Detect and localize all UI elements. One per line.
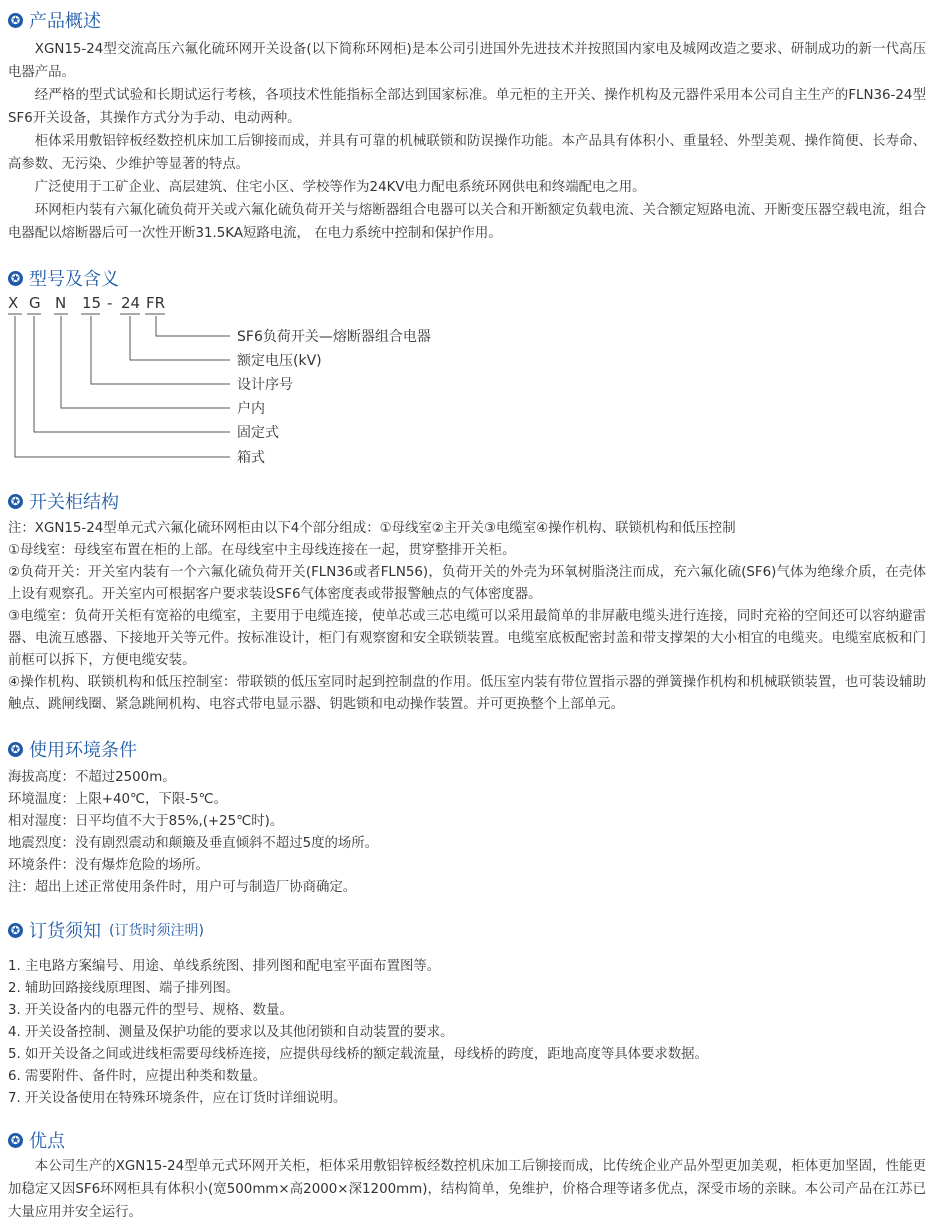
structure-line: ①母线室：母线室布置在柜的上部。在母线室中主母线连接在一起，贯穿整排开关柜。 [8,543,516,558]
star-icon: ✪ [8,494,23,509]
ordering-item: 7. 开关设备使用在特殊环境条件，应在订货时详细说明。 [8,1091,347,1106]
section-title-text: 型号及含义 [29,269,119,290]
section-title-text: 产品概述 [29,11,101,32]
environment-body [8,767,926,899]
section-title-text: 使用环境条件 [29,740,137,761]
ordering-list [8,956,926,1110]
structure-line: ③电缆室：负荷开关柜有宽裕的电缆室，主要用于电缆连接，使单芯或三芯电缆可以采用最简单的非屏蔽电缆头进行连接，同时充裕的空间还可以容纳避雷器、电流互感器、下接地开关等元件。按标准设计，柜门有观察窗和安全联锁装置。电缆室底板配密封盖和带支撑架的大小相宜的电缆夹。电缆室底板和门前框可以拆下，方便电缆安装。 [8,609,926,668]
section-title-text: 开关柜结构 [29,492,119,513]
environment-line: 注：超出上述正常使用条件时，用户可与制造厂协商确定。 [8,880,357,895]
environment-line: 地震烈度：没有剧烈震动和颠簸及垂直倾斜不超过5度的场所。 [8,836,379,851]
model-label: 设计序号 [237,377,293,393]
section-subtitle: (订货时须注明) [109,923,204,939]
ordering-item: 5. 如开关设备之间或进线柜需要母线桥连接，应提供母线桥的额定载流量，母线桥的跨度，距地高度等具体要求数据。 [8,1047,708,1062]
model-letter-n: N [55,294,67,312]
star-icon: ✪ [8,742,23,757]
environment-line: 海拔高度：不超过2500m。 [8,770,176,785]
ordering-item: 6. 需要附件、备件时，应提出种类和数量。 [8,1069,267,1084]
advantages-paragraph: 本公司生产的XGN15-24型单元式环网开关柜，柜体采用敷铝锌板经数控机床加工后铆接而成，比传统企业产品外型更加美观，柜体更加坚固，性能更加稳定又因SF6环网柜具有体积小(宽500mm×高2000×深1200mm)，结构简单，免维护，价格合理等诸多优点，深受市场的亲睐。本公司产品在江苏已大量应用并安全运行。 [8,1159,926,1220]
section-title-text: 订货须知 [29,921,101,942]
model-label: 户内 [237,401,265,417]
model-diagram [8,294,508,474]
section-title-environment [8,736,137,762]
environment-line: 环境条件：没有爆炸危险的场所。 [8,858,209,873]
model-label: SF6负荷开关—熔断器组合电器 [237,329,431,345]
model-label: 固定式 [237,425,279,441]
ordering-item: 2. 辅助回路接线原理图、端子排列图。 [8,981,240,996]
star-icon: ✪ [8,271,23,286]
section-title-text: 优点 [29,1131,65,1152]
model-letter-15: 15 [82,294,102,312]
overview-paragraph: 广泛使用于工矿企业、高层建筑、住宅小区、学校等作为24KV电力配电系统环网供电和终端配电之用。 [34,180,646,195]
section-title-advantages [8,1127,65,1153]
model-letter-fr: FR [146,294,166,312]
model-label: 额定电压(kV) [237,353,322,369]
environment-line: 环境温度：上限+40℃，下限-5℃。 [8,792,227,807]
ordering-item: 4. 开关设备控制、测量及保护功能的要求以及其他闭锁和自动装置的要求。 [8,1025,454,1040]
model-letter-dash: - [107,294,113,312]
section-title-model [8,265,119,291]
ordering-item: 3. 开关设备内的电器元件的型号、规格、数量。 [8,1003,293,1018]
overview-paragraph: 环网柜内装有六氟化硫负荷开关或六氟化硫负荷开关与熔断器组合电器可以关合和开断额定负载电流、关合额定短路电流、开断变压器空载电流，组合电器配以熔断器后可一次性开断31.5KA短路电流， 在电力系统中控制和保护作用。 [8,203,926,241]
model-letter-x: X [8,294,19,312]
model-letter-g: G [29,294,41,312]
structure-body [8,518,926,716]
star-icon: ✪ [8,923,23,938]
star-icon: ✪ [8,1133,23,1148]
model-label: 箱式 [237,450,265,466]
section-title-structure [8,488,119,514]
model-letter-24: 24 [121,294,141,312]
structure-line: 注：XGN15-24型单元式六氟化硫环网柜由以下4个部分组成：①母线室②主开关③电缆室④操作机构、联锁机构和低压控制 [8,521,736,536]
ordering-item: 1. 主电路方案编号、用途、单线系统图、排列图和配电室平面布置图等。 [8,959,441,974]
overview-paragraph: XGN15-24型交流高压六氟化硫环网开关设备(以下简称环网柜)是本公司引进国外先进技术并按照国内家电及城网改造之要求、研制成功的新一代高压电器产品。 [8,42,926,80]
structure-line: ②负荷开关：开关室内装有一个六氟化硫负荷开关(FLN36或者FLN56)，负荷开关的外壳为环氧树脂浇注而成，充六氟化硫(SF6)气体为绝缘介质，在壳体上设有观察孔。开关室内可根据客户要求装设SF6气体密度表或带报警触点的气体密度器。 [8,565,926,602]
overview-paragraph: 经严格的型式试验和长期试运行考核，各项技术性能指标全部达到国家标准。单元柜的主开关、操作机构及元器件采用本公司自主生产的FLN36-24型SF6开关设备，其操作方式分为手动、电动两种。 [8,88,926,126]
section-title-overview [8,7,101,33]
overview-paragraph: 柜体采用敷铝锌板经数控机床加工后铆接而成，并具有可靠的机械联锁和防误操作功能。本产品具有体积小、重量轻、外型美观、操作简便、长寿命、高参数、无污染、少维护等显著的特点。 [8,134,926,172]
star-icon: ✪ [8,13,23,28]
section-title-ordering [8,917,204,943]
environment-line: 相对湿度：日平均值不大于85%,(+25℃时)。 [8,814,284,829]
structure-line: ④操作机构、联锁机构和低压控制室：带联锁的低压室同时起到控制盘的作用。低压室内装有带位置指示器的弹簧操作机构和机械联锁装置，也可装设辅助触点、跳闸线圈、紧急跳闸机构、电容式带电显示器、钥匙锁和电动操作装置。并可更换整个上部单元。 [8,675,926,712]
